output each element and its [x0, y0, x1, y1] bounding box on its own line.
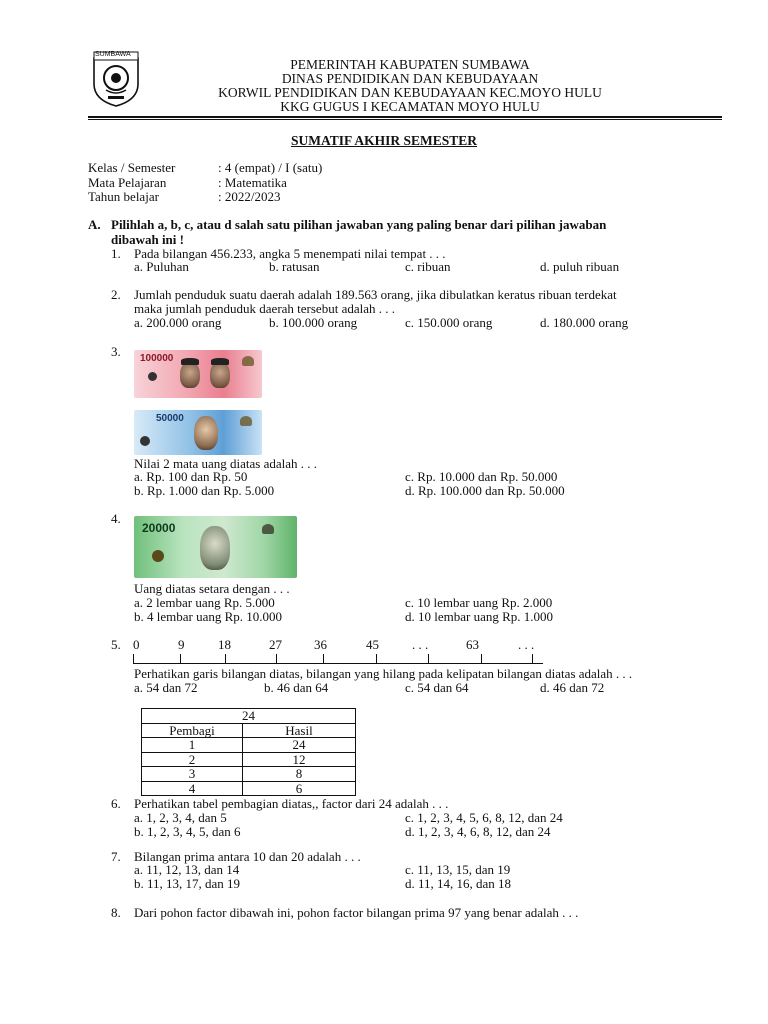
table-cell: 3	[142, 767, 243, 782]
table-header-divisor: Pembagi	[142, 723, 243, 738]
q4-number: 4.	[111, 511, 121, 526]
table-cell: 24	[243, 738, 356, 753]
q6-option-d: d. 1, 2, 3, 4, 6, 8, 12, dan 24	[405, 824, 551, 839]
security-mark	[140, 436, 150, 446]
q1-option-d: d. puluh ribuan	[540, 259, 620, 274]
security-mark	[152, 550, 164, 562]
numline-tick	[376, 654, 377, 664]
q1-option-a: a. Puluhan	[134, 259, 189, 274]
q7-option-c: c. 11, 13, 15, dan 19	[405, 862, 511, 877]
q6-option-a: a. 1, 2, 3, 4, dan 5	[134, 810, 227, 825]
q1-number: 1.	[111, 246, 121, 261]
q2-number: 2.	[111, 287, 121, 302]
numline-tick	[276, 654, 277, 664]
q5-option-c: c. 54 dan 64	[405, 680, 469, 695]
q3-option-d: d. Rp. 100.000 dan Rp. 50.000	[405, 483, 565, 498]
regency-logo	[88, 50, 144, 108]
garuda-emblem	[240, 416, 252, 426]
section-letter: A.	[88, 217, 101, 232]
q2-option-b: b. 100.000 orang	[269, 315, 358, 330]
garuda-emblem	[262, 524, 274, 534]
division-table	[141, 708, 356, 796]
info-label-subject: Mata Pelajaran	[88, 175, 167, 190]
q5-option-b: b. 46 dan 64	[264, 680, 329, 695]
banknote-50000-label: 50000	[156, 413, 184, 424]
banknote-100000-label: 100000	[140, 353, 174, 364]
q1-option-c: c. ribuan	[405, 259, 451, 274]
table-cell: 2	[142, 752, 243, 767]
numline-tick	[532, 654, 533, 664]
garuda-emblem	[242, 356, 254, 366]
info-value-class: : 4 (empat) / I (satu)	[218, 160, 323, 175]
q2-text-1: Jumlah penduduk suatu daerah adalah 189.563 orang, jika dibulatkan keratus ribuan terdekat	[134, 287, 617, 302]
table-row	[142, 781, 356, 796]
q4-text: Uang diatas setara dengan . . .	[134, 581, 290, 596]
header-line-2: DINAS PENDIDIKAN DAN KEBUDAYAAN	[281, 71, 539, 86]
q1-option-b: b. ratusan	[269, 259, 320, 274]
q4-option-c: c. 10 lembar uang Rp. 2.000	[405, 595, 553, 610]
q2-option-d: d. 180.000 orang	[540, 315, 629, 330]
header-line-3: KORWIL PENDIDIKAN DAN KEBUDAYAAN KEC.MOYO HULU	[218, 85, 602, 100]
banknote-20000-image	[134, 516, 297, 578]
q1-text: Pada bilangan 456.233, angka 5 menempati nilai tempat . . .	[134, 246, 446, 261]
table-cell: 4	[142, 781, 243, 796]
q4-option-a: a. 2 lembar uang Rp. 5.000	[134, 595, 275, 610]
numline-label-18: 18	[218, 637, 231, 652]
q2-option-c: c. 150.000 orang	[405, 315, 493, 330]
numline-label-36: 36	[314, 637, 327, 652]
q2-text-2: maka jumlah penduduk daerah tersebut adalah . . .	[134, 301, 395, 316]
q6-text: Perhatikan tabel pembagian diatas,, factor dari 24 adalah . . .	[134, 796, 449, 811]
q5-option-d: d. 46 dan 72	[540, 680, 605, 695]
portrait-right-cap	[211, 358, 229, 365]
logo-text: SUMBAWA	[95, 51, 131, 58]
numline-label-45: 45	[366, 637, 379, 652]
numline-label-0: 0	[133, 637, 140, 652]
info-label-class: Kelas / Semester	[88, 160, 176, 175]
portrait-right	[210, 362, 230, 388]
page-title: SUMATIF AKHIR SEMESTER	[290, 133, 478, 148]
q5-option-a: a. 54 dan 72	[134, 680, 198, 695]
banknote-50000-image	[134, 410, 262, 455]
numline-tick	[481, 654, 482, 664]
q2-option-a: a. 200.000 orang	[134, 315, 222, 330]
q3-option-a: a. Rp. 100 dan Rp. 50	[134, 469, 248, 484]
q6-option-b: b. 1, 2, 3, 4, 5, dan 6	[134, 824, 241, 839]
q3-option-c: c. Rp. 10.000 dan Rp. 50.000	[405, 469, 558, 484]
numline-label-63: 63	[466, 637, 479, 652]
table-cell: 12	[243, 752, 356, 767]
header-line-4: KKG GUGUS I KECAMATAN MOYO HULU	[280, 99, 540, 114]
numline-tick	[428, 654, 429, 664]
q5-text: Perhatikan garis bilangan diatas, bilangan yang hilang pada kelipatan bilangan diatas adalah . . .	[134, 666, 633, 681]
q6-number: 6.	[111, 796, 121, 811]
q4-option-b: b. 4 lembar uang Rp. 10.000	[134, 609, 283, 624]
header-rule-thin	[88, 119, 722, 120]
numline-label-blank-1: . . .	[412, 637, 429, 652]
table-header-result: Hasil	[243, 723, 356, 738]
header-line-1: PEMERINTAH KABUPATEN SUMBAWA	[290, 57, 530, 72]
portrait-center	[200, 526, 230, 570]
numline-label-27: 27	[269, 637, 282, 652]
table-title: 24	[142, 709, 356, 724]
table-cell: 6	[243, 781, 356, 796]
section-instruction-2: dibawah ini !	[111, 232, 184, 247]
table-cell: 8	[243, 767, 356, 782]
table-row	[142, 752, 356, 767]
q7-option-b: b. 11, 13, 17, dan 19	[134, 876, 241, 891]
header-rule-thick	[88, 116, 722, 118]
portrait-center	[194, 416, 218, 450]
portrait-left	[180, 362, 200, 388]
table-row	[142, 738, 356, 753]
q3-option-b: b. Rp. 1.000 dan Rp. 5.000	[134, 483, 275, 498]
banknote-20000-label: 20000	[142, 521, 176, 535]
q8-number: 8.	[111, 905, 121, 920]
security-mark	[148, 372, 157, 381]
portrait-left-cap	[181, 358, 199, 365]
q7-option-d: d. 11, 14, 16, dan 18	[405, 876, 512, 891]
q3-number: 3.	[111, 344, 121, 359]
info-value-year: : 2022/2023	[218, 189, 281, 204]
numline-label-9: 9	[178, 637, 185, 652]
section-instruction-1: Pilihlah a, b, c, atau d salah satu pilihan jawaban yang paling benar dari pilihan jawaban	[111, 217, 607, 232]
q7-option-a: a. 11, 12, 13, dan 14	[134, 862, 240, 877]
numline-tick	[133, 654, 134, 664]
q6-option-c: c. 1, 2, 3, 4, 5, 6, 8, 12, dan 24	[405, 810, 563, 825]
table-cell: 1	[142, 738, 243, 753]
q5-number: 5.	[111, 637, 121, 652]
q4-option-d: d. 10 lembar uang Rp. 1.000	[405, 609, 554, 624]
q8-text: Dari pohon factor dibawah ini, pohon factor bilangan prima 97 yang benar adalah . . .	[134, 905, 579, 920]
q7-text: Bilangan prima antara 10 dan 20 adalah . . .	[134, 849, 361, 864]
banknote-100000-image	[134, 350, 262, 398]
q7-number: 7.	[111, 849, 121, 864]
numline-tick	[323, 654, 324, 664]
numline-label-blank-2: . . .	[518, 637, 535, 652]
numline-tick	[180, 654, 181, 664]
q3-text: Nilai 2 mata uang diatas adalah . . .	[134, 456, 318, 471]
numline-tick	[225, 654, 226, 664]
info-value-subject: : Matematika	[218, 175, 287, 190]
table-row	[142, 767, 356, 782]
info-label-year: Tahun belajar	[88, 189, 159, 204]
